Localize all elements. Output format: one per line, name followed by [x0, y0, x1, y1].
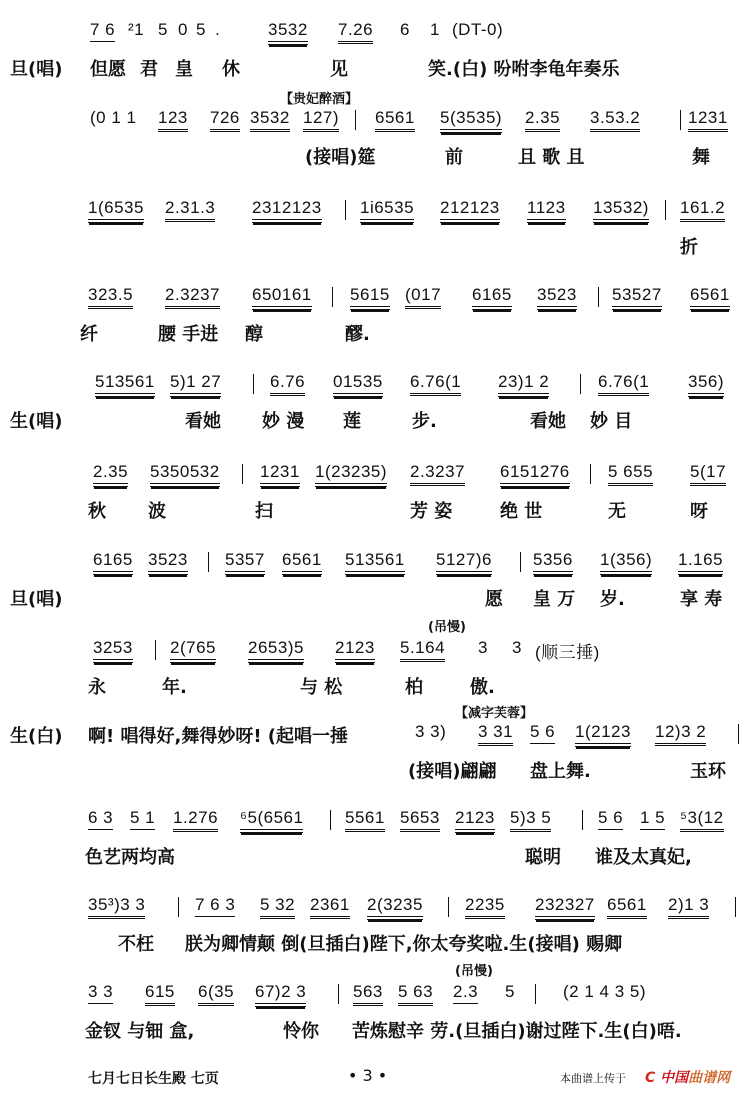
- role-label: 旦(唱): [10, 589, 63, 610]
- page-number: • 3 •: [348, 1066, 388, 1085]
- barline: [590, 464, 591, 484]
- lyric-text: 呀: [690, 501, 708, 522]
- lyric-text: 绝 世: [500, 501, 543, 522]
- notation-group: 726: [210, 108, 240, 132]
- notation-group: 5 655: [608, 462, 653, 486]
- notation-group: 2.3: [453, 982, 478, 1004]
- lyric-text: 舞: [692, 147, 710, 168]
- notation-group: 1: [430, 20, 440, 39]
- notation-group: 2123: [335, 638, 375, 663]
- lyric-text: 妙 目: [590, 411, 633, 432]
- notation-group: 3523: [537, 285, 577, 310]
- notation-group: 2123: [455, 808, 495, 833]
- lyric-text: 看她: [185, 411, 221, 432]
- notation-group: 1(2123: [575, 722, 631, 747]
- notation-group: 563: [353, 982, 383, 1006]
- barline: [598, 287, 599, 307]
- notation-group: 5653: [400, 808, 440, 832]
- notation-group: (DT-0): [452, 20, 504, 39]
- barline: [332, 287, 333, 307]
- notation-group: 6165: [472, 285, 512, 310]
- lyric-text: 但愿: [90, 59, 126, 80]
- notation-group: 5356: [533, 550, 573, 575]
- lyric-text: 纤: [80, 324, 98, 345]
- notation-group: 5)3 5: [510, 808, 551, 832]
- lyric-text: 且 歌 且: [518, 147, 585, 168]
- barline: [155, 640, 156, 660]
- barline: [735, 897, 736, 917]
- notation-group: 1 5: [640, 808, 665, 830]
- lyric-text: 不枉: [118, 934, 154, 955]
- barline: [338, 984, 339, 1004]
- lyric-text: (接唱)翩翩: [408, 761, 497, 782]
- barline: [355, 110, 356, 130]
- lyric-text: (接唱)筵: [305, 147, 376, 168]
- notation-group: 1123: [527, 198, 566, 223]
- lyric-text: 醪.: [345, 324, 370, 345]
- lyric-text: 前: [445, 147, 463, 168]
- notation-group: 5357: [225, 550, 265, 575]
- site-logo[interactable]: [645, 1067, 730, 1087]
- notation-group: 1231: [688, 108, 728, 132]
- notation-group: 5127)6: [436, 550, 492, 575]
- lyric-text: 见: [330, 59, 348, 80]
- notation-group: 123: [158, 108, 188, 132]
- lyric-text: 谁及太真妃,: [595, 847, 692, 868]
- notation-group: 1.276: [173, 808, 218, 832]
- barline: [580, 374, 581, 394]
- notation-group: 2235: [465, 895, 505, 919]
- notation-group: (017: [405, 285, 441, 309]
- section-label: 【减字芙蓉】: [455, 706, 534, 721]
- lyric-text: 永: [88, 677, 106, 698]
- notation-group: ²1: [128, 20, 145, 39]
- barline: [178, 897, 179, 917]
- notation-group: 5561: [345, 808, 385, 832]
- lyric-text: 金钗 与钿 盒,: [85, 1021, 195, 1042]
- notation-group: 161.2: [680, 198, 725, 222]
- notation-group: 3532: [250, 108, 290, 132]
- notation-group: 6561: [282, 550, 322, 575]
- barline: [520, 552, 521, 572]
- lyric-text: 年.: [162, 677, 187, 698]
- barline: [738, 724, 739, 744]
- notation-group: 6 3: [88, 808, 113, 830]
- notation-group: 01535: [333, 372, 383, 397]
- notation-group: 650161: [252, 285, 312, 310]
- section-label: (吊慢): [428, 620, 466, 635]
- lyric-text: 聪明: [525, 847, 561, 868]
- notation-group: 23)1 2: [498, 372, 549, 397]
- notation-group: 6(35: [198, 982, 234, 1006]
- role-label: 旦(唱): [10, 59, 63, 80]
- lyric-text: 看她: [530, 411, 566, 432]
- lyric-text: 岁.: [600, 589, 625, 610]
- notation-group: 12)3 2: [655, 722, 706, 746]
- notation-group: 5615: [350, 285, 390, 310]
- notation-group: 7.26: [338, 20, 373, 44]
- notation-group: 6.76(1: [598, 372, 649, 396]
- logo-mark-icon: C: [645, 1070, 656, 1086]
- barline: [345, 200, 346, 220]
- notation-group: 6561: [607, 895, 647, 919]
- notation-group: 2)1 3: [668, 895, 709, 919]
- notation-group: (2 1 4 3 5): [563, 982, 646, 1001]
- spoken-line: 啊! 唱得好,舞得妙呀! (起唱一捶: [88, 726, 349, 747]
- notation-group: 2.35: [93, 462, 128, 487]
- barline: [582, 810, 583, 830]
- notation-group: 3253: [93, 638, 133, 663]
- notation-group: (0 1 1: [90, 108, 137, 127]
- notation-group: 3: [512, 638, 522, 657]
- notation-group: 3.53.2: [590, 108, 640, 132]
- notation-group: 67)2 3: [255, 982, 306, 1007]
- role-label: 生(唱): [10, 411, 63, 432]
- notation-group: 356): [688, 372, 724, 397]
- notation-group: 2.3237: [410, 462, 465, 486]
- notation-group: 127): [303, 108, 339, 132]
- barline: [330, 810, 331, 830]
- notation-group: 53527: [612, 285, 662, 310]
- notation-group: 6: [400, 20, 410, 39]
- notation-group: 3 3: [88, 982, 113, 1004]
- barline: [680, 110, 681, 130]
- lyric-text: 皇: [175, 59, 193, 80]
- notation-group: ⁵3(12: [680, 808, 724, 832]
- notation-group: 2(765: [170, 638, 216, 663]
- notation-group: 2653)5: [248, 638, 304, 663]
- notation-group: 1.165: [678, 550, 723, 575]
- barline: [535, 984, 536, 1004]
- notation-group: 3 31: [478, 722, 513, 746]
- notation-group: 5: [505, 982, 515, 1001]
- notation-group: 6.76(1: [410, 372, 461, 396]
- lyric-text: 享 寿: [680, 589, 723, 610]
- barline: [665, 200, 666, 220]
- notation-group: 7 6 3: [195, 895, 235, 917]
- lyric-text: 盘上舞.: [530, 761, 591, 782]
- notation-group: 1(6535: [88, 198, 144, 223]
- notation-group: 6561: [690, 285, 730, 310]
- footer-title: [88, 1068, 219, 1088]
- section-label: 【贵妃醉酒】: [280, 92, 359, 107]
- logo-text-part1: 中国: [660, 1070, 689, 1086]
- notation-group: 5 6: [598, 808, 623, 830]
- barline: [253, 374, 254, 394]
- notation-group: 6165: [93, 550, 133, 575]
- notation-group: 5 6: [530, 722, 555, 744]
- notation-group: 5 32: [260, 895, 295, 919]
- lyric-text: 柏: [405, 677, 423, 698]
- barline: [448, 897, 449, 917]
- notation-group: 1(23235): [315, 462, 387, 487]
- lyric-text: 腰 手进: [158, 324, 219, 345]
- notation-group: (顺三捶): [535, 643, 600, 662]
- lyric-text: 莲: [343, 411, 361, 432]
- notation-group: 5 1: [130, 808, 155, 830]
- barline: [208, 552, 209, 572]
- notation-group: 513561: [95, 372, 155, 397]
- barline: [242, 464, 243, 484]
- lyric-text: 玉环: [690, 761, 726, 782]
- logo-text-part2: 曲谱网: [688, 1070, 731, 1086]
- notation-group: 35³)3 3: [88, 895, 145, 919]
- notation-group: 5350532: [150, 462, 220, 487]
- lyric-text: 秋: [88, 501, 106, 522]
- notation-group: 2.31.3: [165, 198, 215, 222]
- notation-group: 3532: [268, 20, 308, 45]
- notation-group: 5.164: [400, 638, 445, 662]
- notation-group: 1i6535: [360, 198, 414, 223]
- notation-group: 212123: [440, 198, 500, 223]
- lyric-text: 笑.(白) 吩咐李龟年奏乐: [428, 59, 620, 80]
- lyric-text: 愿: [485, 589, 503, 610]
- notation-group: 1231: [260, 462, 300, 487]
- notation-group: 6151276: [500, 462, 570, 487]
- notation-group: 2312123: [252, 198, 322, 223]
- notation-group: 13532): [593, 198, 649, 223]
- lyric-text: 芳 姿: [410, 501, 453, 522]
- lyric-text: 色艺两均高: [85, 847, 175, 868]
- lyric-text: 步.: [412, 411, 437, 432]
- notation-group: 2.35: [525, 108, 560, 132]
- section-label: (吊慢): [455, 964, 493, 979]
- lyric-text: 与 松: [300, 677, 343, 698]
- lyric-text: 傲.: [470, 677, 495, 698]
- notation-group: 5: [196, 20, 206, 39]
- opera-title: 七月七日长生殿: [88, 1071, 186, 1087]
- notation-group: 7 6: [90, 20, 115, 42]
- lyric-text: 君: [140, 59, 158, 80]
- notation-group: ⁶5(6561: [240, 808, 303, 833]
- lyric-text: 醇: [245, 324, 263, 345]
- role-label: 生(白): [10, 726, 63, 747]
- lyric-text: 扫: [255, 501, 273, 522]
- notation-group: .: [215, 20, 221, 39]
- notation-group: 3: [478, 638, 488, 657]
- lyric-text: 皇 万: [533, 589, 576, 610]
- notation-group: 6561: [375, 108, 415, 132]
- notation-group: 513561: [345, 550, 405, 575]
- notation-group: 5 63: [398, 982, 433, 1006]
- lyric-text: 妙 漫: [262, 411, 305, 432]
- notation-group: 0: [178, 20, 188, 39]
- notation-group: 6.76: [270, 372, 305, 396]
- notation-group: 3 3): [415, 722, 447, 741]
- notation-group: 2.3237: [165, 285, 220, 309]
- lyric-text: 波: [148, 501, 166, 522]
- notation-group: 5(17: [690, 462, 726, 486]
- lyric-text: 无: [608, 501, 626, 522]
- notation-group: 1(356): [600, 550, 652, 575]
- notation-group: 2361: [310, 895, 350, 919]
- notation-group: 5)1 27: [170, 372, 221, 397]
- notation-group: 232327: [535, 895, 595, 920]
- notation-group: 323.5: [88, 285, 133, 309]
- notation-group: 5(3535): [440, 108, 502, 133]
- upload-note: 本曲谱上传于: [560, 1072, 626, 1085]
- notation-group: 5: [158, 20, 168, 39]
- lyric-text: 休: [222, 59, 240, 80]
- page-label: 七页: [190, 1071, 219, 1087]
- lyric-text: 折: [680, 237, 698, 258]
- lyric-text: 朕为卿情颠 倒(旦插白)陛下,你太夸奖啦.生(接唱) 赐卿: [185, 934, 623, 955]
- lyric-text: 苦炼慰辛 劳.(旦插白)谢过陛下.生(白)唔.: [352, 1021, 682, 1042]
- lyric-text: 怜你: [283, 1021, 319, 1042]
- notation-group: 2(3235: [367, 895, 423, 920]
- notation-group: 615: [145, 982, 175, 1006]
- notation-group: 3523: [148, 550, 188, 575]
